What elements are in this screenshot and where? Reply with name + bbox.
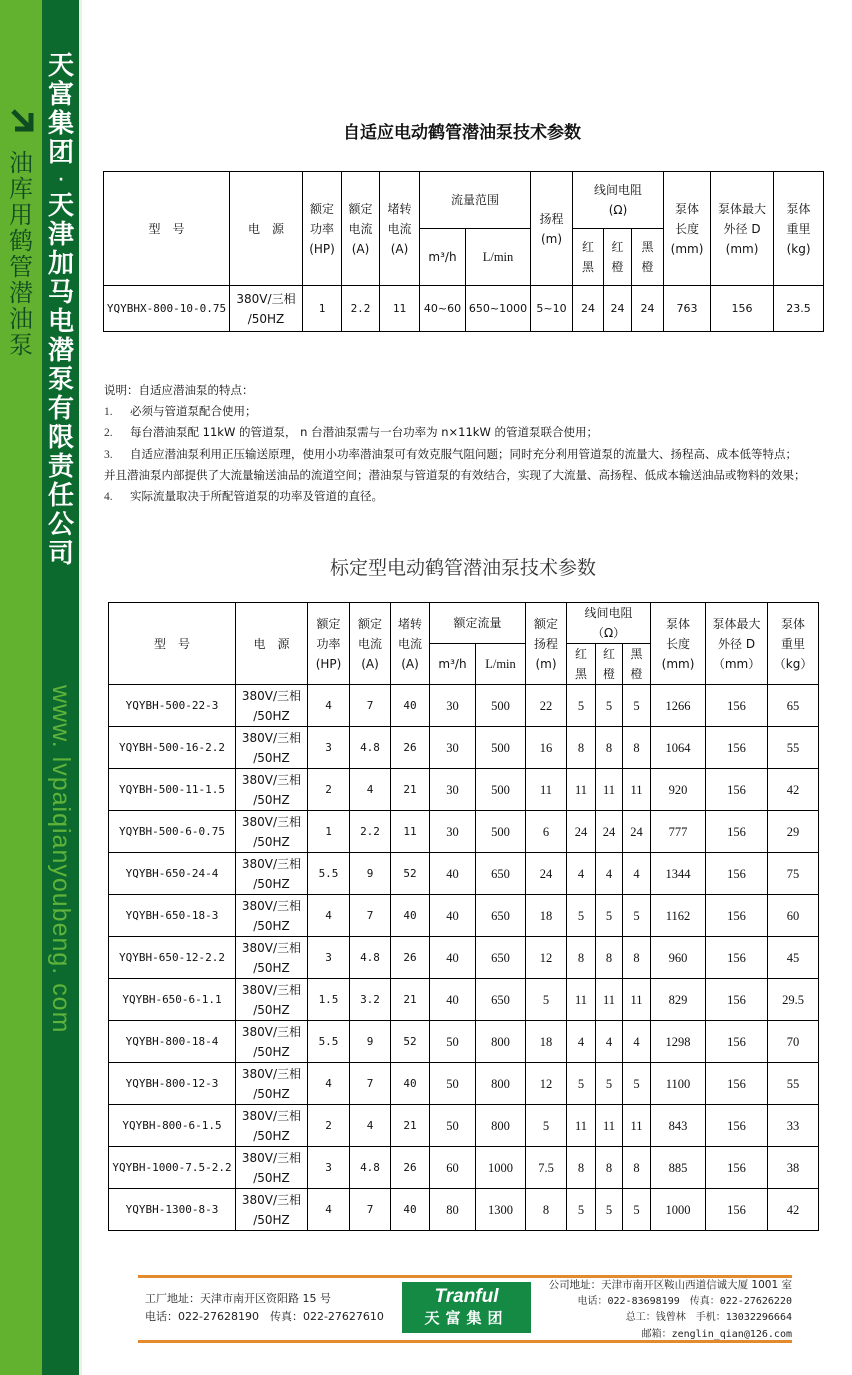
table-row <box>109 685 819 727</box>
header-flow-lmin: L/min <box>476 644 526 685</box>
cell-power: 380V/三相 /50HZ <box>236 769 308 811</box>
cell-head: 6 <box>526 811 567 853</box>
cell-rated-current: 4.8 <box>350 937 391 979</box>
cell-power: 380V/三相 /50HZ <box>236 1021 308 1063</box>
cell-model: YQYBH-800-18-4 <box>109 1021 236 1063</box>
cell-weight: 45 <box>768 937 819 979</box>
cell-hp: 3 <box>308 1147 350 1189</box>
cell-flow-m3h: 80 <box>430 1189 476 1231</box>
cell-locked-current: 40 <box>391 685 430 727</box>
cell-power: 380V/三相 /50HZ <box>236 1189 308 1231</box>
cell-head: 18 <box>526 1021 567 1063</box>
cell-length: 1000 <box>651 1189 706 1231</box>
standard-pump-spec-table <box>108 602 819 1231</box>
cell-res-rb: 5 <box>567 1063 596 1105</box>
header-length: 泵体 长度 (mm) <box>651 603 706 685</box>
cell-locked-current: 26 <box>391 727 430 769</box>
tranful-logo <box>402 1282 531 1333</box>
header-diameter: 泵体最大 外径 D （mm） <box>706 603 768 685</box>
cell-flow-m3h: 30 <box>430 727 476 769</box>
note-item <box>104 486 852 508</box>
cell-diameter: 156 <box>711 286 774 332</box>
cell-hp: 5.5 <box>308 853 350 895</box>
cell-weight: 70 <box>768 1021 819 1063</box>
cell-flow-m3h: 40 <box>430 853 476 895</box>
cell-length: 920 <box>651 769 706 811</box>
cell-flow-m3h: 50 <box>430 1021 476 1063</box>
factory-phone: 电话：022-27628190 传真：022-27627610 <box>145 1310 384 1323</box>
cell-locked-current: 40 <box>391 895 430 937</box>
cell-rated-current: 2.2 <box>342 286 380 332</box>
note-text: 自适应潜油泵利用正压输送原理，使用小功率潜油泵可有效克服气阻问题；同时充分利用管道泵的流量大、扬程高、成本低等特点； <box>130 446 797 461</box>
cell-head: 5 <box>526 1105 567 1147</box>
cell-res-bo: 11 <box>623 979 651 1021</box>
cell-locked-current: 21 <box>391 769 430 811</box>
cell-diameter: 156 <box>706 1105 768 1147</box>
cell-hp: 1 <box>308 811 350 853</box>
cell-res-rb: 5 <box>567 1189 596 1231</box>
cell-flow-lmin: 800 <box>476 1105 526 1147</box>
header-diameter: 泵体最大 外径 D (mm) <box>711 172 774 286</box>
cell-model: YQYBH-650-6-1.1 <box>109 979 236 1021</box>
cell-head: 12 <box>526 1063 567 1105</box>
cell-flow-lmin: 650 <box>476 895 526 937</box>
cell-res-ro: 11 <box>596 769 623 811</box>
cell-model: YQYBH-1000-7.5-2.2 <box>109 1147 236 1189</box>
cell-res-rb: 24 <box>573 286 604 332</box>
cell-weight: 33 <box>768 1105 819 1147</box>
header-flow: 额定流量 <box>430 603 526 644</box>
cell-diameter: 156 <box>706 895 768 937</box>
header-resistance: 线间电阻 （Ω） <box>567 603 651 644</box>
company-phone: 电话：022-83698199 传真：022-27626220 <box>577 1295 792 1307</box>
arrow-down-right-icon <box>8 106 36 134</box>
header-head: 扬程 (m) <box>531 172 573 286</box>
cell-flow-lmin: 650~1000 <box>466 286 531 332</box>
table-row <box>109 1105 819 1147</box>
cell-res-ro: 24 <box>604 286 632 332</box>
cell-power: 380V/三相 /50HZ <box>236 853 308 895</box>
cell-head: 16 <box>526 727 567 769</box>
cell-rated-current: 9 <box>350 1021 391 1063</box>
cell-res-ro: 8 <box>596 1147 623 1189</box>
note-number: 2. <box>104 427 113 439</box>
cell-rated-current: 2.2 <box>350 811 391 853</box>
header-flow: 流量范围 <box>420 172 531 229</box>
cell-model: YQYBH-650-24-4 <box>109 853 236 895</box>
cell-res-ro: 5 <box>596 1189 623 1231</box>
cell-head: 22 <box>526 685 567 727</box>
cell-res-ro: 8 <box>596 937 623 979</box>
cell-model: YQYBH-650-18-3 <box>109 895 236 937</box>
cell-flow-lmin: 650 <box>476 853 526 895</box>
table-row <box>109 727 819 769</box>
cell-head: 5~10 <box>531 286 573 332</box>
cell-model: YQYBH-500-11-1.5 <box>109 769 236 811</box>
cell-weight: 55 <box>768 1063 819 1105</box>
cell-rated-current: 9 <box>350 853 391 895</box>
cell-power: 380V/三相 /50HZ <box>236 685 308 727</box>
cell-flow-lmin: 500 <box>476 685 526 727</box>
cell-res-ro: 4 <box>596 1021 623 1063</box>
email-link[interactable]: 邮箱：zenglin_qian@126.com <box>641 1328 792 1340</box>
cell-flow-m3h: 30 <box>430 685 476 727</box>
cell-diameter: 156 <box>706 769 768 811</box>
cell-head: 5 <box>526 979 567 1021</box>
cell-flow-m3h: 40 <box>430 895 476 937</box>
table-row <box>109 853 819 895</box>
header-flow-m3h: m³/h <box>430 644 476 685</box>
header-resistance: 线间电阻 (Ω) <box>573 172 664 229</box>
header-model: 型 号 <box>109 603 236 685</box>
cell-flow-lmin: 800 <box>476 1021 526 1063</box>
sidebar-company-name: 天 富 集 团 · 天 津 加 马 电 潜 泵 有 限 责 任 公 司 <box>47 51 74 569</box>
cell-model: YQYBH-1300-8-3 <box>109 1189 236 1231</box>
cell-flow-lmin: 1000 <box>476 1147 526 1189</box>
note-number: 1. <box>104 405 113 418</box>
cell-res-ro: 8 <box>596 727 623 769</box>
cell-res-ro: 4 <box>596 853 623 895</box>
note-item <box>104 444 852 466</box>
note-item <box>104 422 852 444</box>
cell-length: 1298 <box>651 1021 706 1063</box>
header-res-red-orange: 红 橙 <box>596 644 623 685</box>
cell-length: 960 <box>651 937 706 979</box>
company-contact <box>549 1277 792 1343</box>
cell-res-bo: 24 <box>623 811 651 853</box>
table-row <box>109 811 819 853</box>
cell-res-rb: 5 <box>567 895 596 937</box>
header-head: 额定 扬程 (m) <box>526 603 567 685</box>
cell-res-bo: 5 <box>623 895 651 937</box>
header-res-black-orange: 黑 橙 <box>632 229 664 286</box>
section1-title: 自适应电动鹤管潜油泵技术参数 <box>343 123 581 143</box>
header-rated-power: 额定 功率 (HP) <box>308 603 350 685</box>
cell-length: 829 <box>651 979 706 1021</box>
header-res-red-orange: 红 橙 <box>604 229 632 286</box>
cell-hp: 2 <box>308 1105 350 1147</box>
cell-flow-lmin: 650 <box>476 937 526 979</box>
cell-res-bo: 8 <box>623 937 651 979</box>
cell-rated-current: 7 <box>350 1189 391 1231</box>
cell-flow-lmin: 500 <box>476 811 526 853</box>
cell-flow-m3h: 30 <box>430 769 476 811</box>
cell-locked-current: 52 <box>391 853 430 895</box>
cell-res-rb: 5 <box>567 685 596 727</box>
cell-power: 380V/三相 /50HZ <box>230 286 303 332</box>
header-flow-lmin: L/min <box>466 229 531 286</box>
cell-power: 380V/三相 /50HZ <box>236 811 308 853</box>
logo-chinese: 天富集团 <box>424 1309 509 1327</box>
cell-flow-m3h: 50 <box>430 1063 476 1105</box>
cell-diameter: 156 <box>706 853 768 895</box>
cell-power: 380V/三相 /50HZ <box>236 727 308 769</box>
cell-weight: 42 <box>768 1189 819 1231</box>
logo-english: Tranful <box>434 1286 499 1307</box>
cell-flow-m3h: 60 <box>430 1147 476 1189</box>
cell-diameter: 156 <box>706 979 768 1021</box>
chief-engineer: 总工：钱曾林 手机：13032296664 <box>625 1312 792 1323</box>
cell-power: 380V/三相 /50HZ <box>236 979 308 1021</box>
cell-diameter: 156 <box>706 727 768 769</box>
cell-head: 24 <box>526 853 567 895</box>
cell-hp: 3 <box>308 727 350 769</box>
table-row <box>109 1189 819 1231</box>
header-locked-current: 堵转 电流 (A) <box>380 172 420 286</box>
cell-res-ro: 11 <box>596 1105 623 1147</box>
header-power-supply: 电 源 <box>230 172 303 286</box>
cell-power: 380V/三相 /50HZ <box>236 1147 308 1189</box>
cell-hp: 4 <box>308 685 350 727</box>
cell-locked-current: 21 <box>391 1105 430 1147</box>
cell-res-bo: 11 <box>623 769 651 811</box>
cell-power: 380V/三相 /50HZ <box>236 1063 308 1105</box>
cell-head: 18 <box>526 895 567 937</box>
cell-model: YQYBH-500-6-0.75 <box>109 811 236 853</box>
cell-length: 1266 <box>651 685 706 727</box>
cell-model: YQYBH-800-12-3 <box>109 1063 236 1105</box>
note-text: 每台潜油泵配 11kW 的管道泵， n 台潜油泵需与一台功率为 n×11kW 的管道泵联合使用； <box>130 425 598 439</box>
cell-rated-current: 4 <box>350 769 391 811</box>
sidebar-edge <box>79 0 82 1375</box>
cell-head: 11 <box>526 769 567 811</box>
cell-rated-current: 4.8 <box>350 727 391 769</box>
cell-weight: 38 <box>768 1147 819 1189</box>
cell-model: YQYBH-500-22-3 <box>109 685 236 727</box>
table-row <box>109 769 819 811</box>
cell-res-bo: 5 <box>623 1063 651 1105</box>
note-item <box>104 465 852 486</box>
cell-res-rb: 8 <box>567 937 596 979</box>
cell-res-bo: 8 <box>623 727 651 769</box>
factory-contact <box>145 1290 384 1326</box>
cell-res-ro: 24 <box>596 811 623 853</box>
cell-rated-current: 7 <box>350 1063 391 1105</box>
table-row <box>109 1021 819 1063</box>
header-res-red-black: 红 黑 <box>573 229 604 286</box>
cell-flow-m3h: 40 <box>430 937 476 979</box>
cell-res-rb: 8 <box>567 1147 596 1189</box>
cell-length: 763 <box>664 286 711 332</box>
note-text: 必须与管道泵配合使用； <box>130 403 257 418</box>
notes-intro: 说明：自适应潜油泵的特点： <box>104 383 254 397</box>
cell-locked-current: 11 <box>380 286 420 332</box>
cell-diameter: 156 <box>706 1147 768 1189</box>
cell-res-ro: 11 <box>596 979 623 1021</box>
cell-rated-current: 7 <box>350 685 391 727</box>
cell-flow-lmin: 1300 <box>476 1189 526 1231</box>
cell-flow-m3h: 50 <box>430 1105 476 1147</box>
cell-flow-m3h: 30 <box>430 811 476 853</box>
cell-locked-current: 11 <box>391 811 430 853</box>
cell-res-rb: 11 <box>567 769 596 811</box>
cell-hp: 4 <box>308 1063 350 1105</box>
cell-hp: 1.5 <box>308 979 350 1021</box>
cell-weight: 55 <box>768 727 819 769</box>
cell-power: 380V/三相 /50HZ <box>236 937 308 979</box>
cell-res-rb: 8 <box>567 727 596 769</box>
cell-rated-current: 4 <box>350 1105 391 1147</box>
cell-hp: 3 <box>308 937 350 979</box>
cell-res-rb: 24 <box>567 811 596 853</box>
cell-res-bo: 4 <box>623 1021 651 1063</box>
section2-title: 标定型电动鹤管潜油泵技术参数 <box>329 557 596 579</box>
note-item <box>104 401 852 423</box>
cell-locked-current: 40 <box>391 1189 430 1231</box>
cell-diameter: 156 <box>706 1021 768 1063</box>
cell-hp: 4 <box>308 1189 350 1231</box>
header-res-red-black: 红 黑 <box>567 644 596 685</box>
cell-model: YQYBH-650-12-2.2 <box>109 937 236 979</box>
cell-length: 843 <box>651 1105 706 1147</box>
cell-weight: 29 <box>768 811 819 853</box>
cell-head: 8 <box>526 1189 567 1231</box>
header-length: 泵体 长度 (mm) <box>664 172 711 286</box>
cell-hp: 1 <box>303 286 342 332</box>
cell-locked-current: 26 <box>391 1147 430 1189</box>
cell-res-bo: 8 <box>623 1147 651 1189</box>
cell-locked-current: 26 <box>391 937 430 979</box>
table-row <box>109 979 819 1021</box>
header-rated-current: 额定 电流 (A) <box>350 603 391 685</box>
table-row <box>104 286 824 332</box>
cell-hp: 5.5 <box>308 1021 350 1063</box>
cell-model: YQYBHX-800-10-0.75 <box>104 286 230 332</box>
header-rated-power: 额定 功率 (HP) <box>303 172 342 286</box>
cell-length: 1344 <box>651 853 706 895</box>
cell-power: 380V/三相 /50HZ <box>236 1105 308 1147</box>
cell-locked-current: 52 <box>391 1021 430 1063</box>
cell-length: 885 <box>651 1147 706 1189</box>
cell-diameter: 156 <box>706 685 768 727</box>
cell-weight: 60 <box>768 895 819 937</box>
factory-address: 工厂地址：天津市南开区资阳路 15 号 <box>145 1292 331 1305</box>
cell-length: 1100 <box>651 1063 706 1105</box>
cell-res-rb: 11 <box>567 979 596 1021</box>
note-number: 4. <box>104 490 113 503</box>
adaptive-pump-spec-table <box>103 171 824 332</box>
cell-flow-lmin: 650 <box>476 979 526 1021</box>
sidebar-website[interactable] <box>47 685 77 1095</box>
header-locked-current: 堵转 电流 (A) <box>391 603 430 685</box>
cell-model: YQYBH-800-6-1.5 <box>109 1105 236 1147</box>
cell-diameter: 156 <box>706 811 768 853</box>
cell-res-bo: 5 <box>623 1189 651 1231</box>
cell-res-bo: 11 <box>623 1105 651 1147</box>
cell-rated-current: 4.8 <box>350 1147 391 1189</box>
cell-hp: 4 <box>308 895 350 937</box>
cell-rated-current: 7 <box>350 895 391 937</box>
cell-model: YQYBH-500-16-2.2 <box>109 727 236 769</box>
cell-res-ro: 5 <box>596 1063 623 1105</box>
header-weight: 泵体 重里 （kg） <box>768 603 819 685</box>
cell-flow-m3h: 40 <box>430 979 476 1021</box>
sidebar-category: 油 库 用 鹤 管 潜 油 泵 <box>9 149 33 359</box>
cell-diameter: 156 <box>706 937 768 979</box>
cell-flow-lmin: 800 <box>476 1063 526 1105</box>
cell-weight: 42 <box>768 769 819 811</box>
cell-locked-current: 40 <box>391 1063 430 1105</box>
cell-head: 7.5 <box>526 1147 567 1189</box>
company-address: 公司地址：天津市南开区鞍山西道信诚大厦 1001 室 <box>548 1279 792 1291</box>
table-row <box>109 895 819 937</box>
cell-res-bo: 4 <box>623 853 651 895</box>
header-res-black-orange: 黑 橙 <box>623 644 651 685</box>
table-row <box>109 1147 819 1189</box>
cell-locked-current: 21 <box>391 979 430 1021</box>
cell-res-rb: 11 <box>567 1105 596 1147</box>
cell-weight: 23.5 <box>774 286 824 332</box>
header-flow-m3h: m³/h <box>420 229 466 286</box>
cell-length: 777 <box>651 811 706 853</box>
cell-res-bo: 5 <box>623 685 651 727</box>
cell-weight: 29.5 <box>768 979 819 1021</box>
cell-length: 1064 <box>651 727 706 769</box>
cell-hp: 2 <box>308 769 350 811</box>
table-row <box>109 937 819 979</box>
cell-flow-m3h: 40~60 <box>420 286 466 332</box>
cell-weight: 75 <box>768 853 819 895</box>
cell-weight: 65 <box>768 685 819 727</box>
header-weight: 泵体 重里 (kg) <box>774 172 824 286</box>
table-row <box>109 1063 819 1105</box>
cell-res-bo: 24 <box>632 286 664 332</box>
cell-head: 12 <box>526 937 567 979</box>
header-power-supply: 电 源 <box>236 603 308 685</box>
notes-block <box>104 380 852 507</box>
cell-res-ro: 5 <box>596 685 623 727</box>
note-text: 实际流量取决于所配管道泵的功率及管道的直径。 <box>130 488 383 503</box>
website-link[interactable]: www. lvpaiqianyoubeng. com <box>47 685 75 1034</box>
note-number: 3. <box>104 448 113 461</box>
header-model: 型 号 <box>104 172 230 286</box>
cell-flow-lmin: 500 <box>476 727 526 769</box>
cell-length: 1162 <box>651 895 706 937</box>
cell-res-rb: 4 <box>567 853 596 895</box>
cell-rated-current: 3.2 <box>350 979 391 1021</box>
cell-power: 380V/三相 /50HZ <box>236 895 308 937</box>
cell-diameter: 156 <box>706 1063 768 1105</box>
header-rated-current: 额定 电流 (A) <box>342 172 380 286</box>
cell-flow-lmin: 500 <box>476 769 526 811</box>
cell-diameter: 156 <box>706 1189 768 1231</box>
note-text: 并且潜油泵内部提供了大流量输送油品的流道空间；潜油泵与管道泵的有效结合，实现了大流量、高扬程、低成本输送油品或物料的效果； <box>104 468 806 482</box>
cell-res-ro: 5 <box>596 895 623 937</box>
cell-res-rb: 4 <box>567 1021 596 1063</box>
